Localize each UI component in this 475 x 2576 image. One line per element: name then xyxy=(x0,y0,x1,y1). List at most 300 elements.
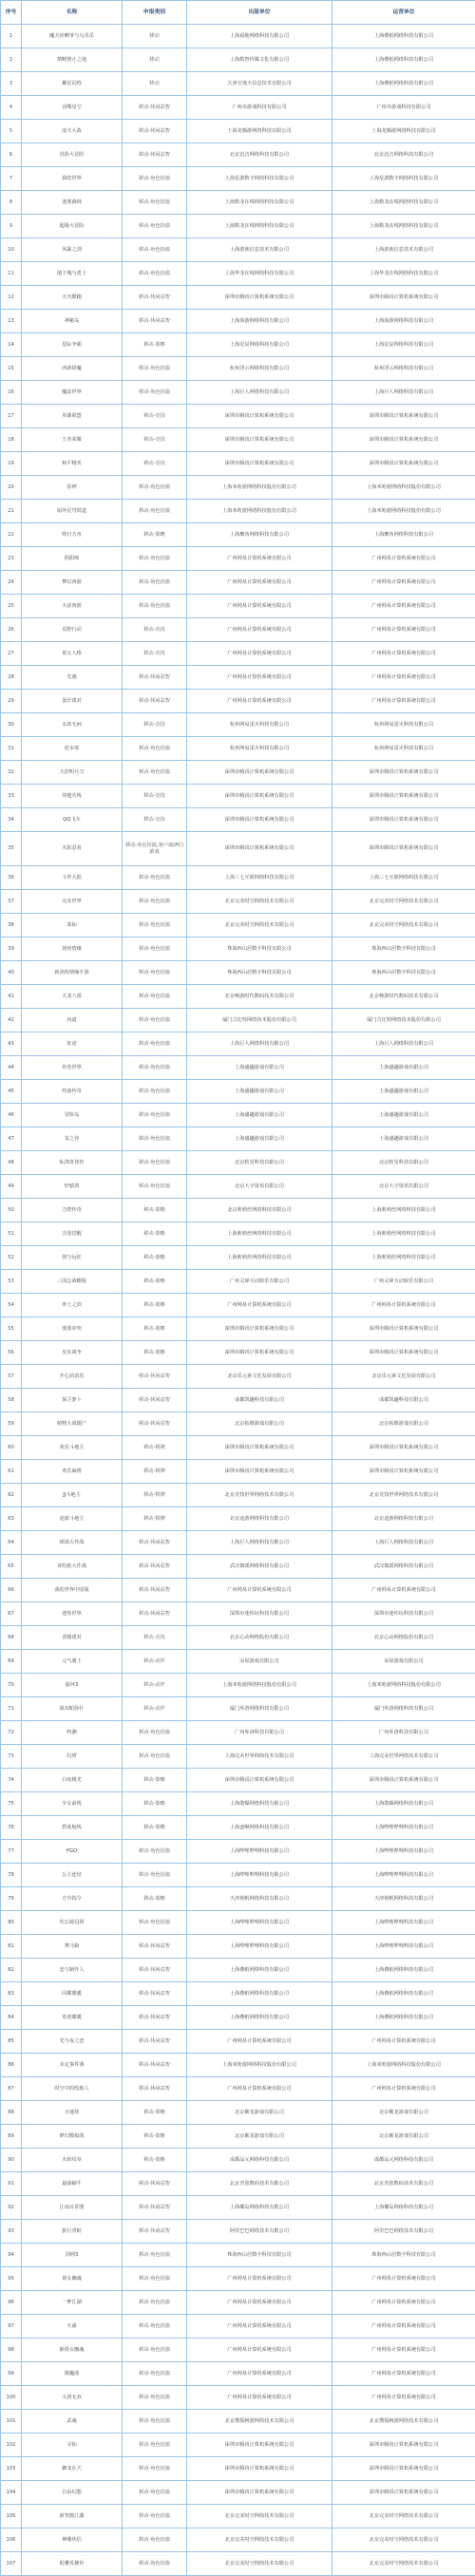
cell-name: 地下城与勇士 xyxy=(22,262,123,286)
table-row xyxy=(1,1840,475,1864)
cell-index: 41 xyxy=(1,985,22,1009)
cell-index: 76 xyxy=(1,1816,22,1840)
cell-name: 剑网3 xyxy=(22,2244,123,2267)
cell-operator: 广州网易计算机系统有限公司 xyxy=(332,2339,475,2362)
cell-name: 梦幻模拟战 xyxy=(22,2125,123,2149)
table-row xyxy=(1,690,475,713)
cell-publisher: 北京拓维游戏有限公司 xyxy=(187,1412,332,1436)
table-row xyxy=(1,2030,475,2054)
cell-index: 9 xyxy=(1,215,22,238)
cell-category: 移动-角色扮演 xyxy=(123,2529,187,2552)
cell-publisher: 北京完美时空网络技术有限公司 xyxy=(187,2552,332,2576)
table-row xyxy=(1,1864,475,1887)
cell-name: 诛仙 xyxy=(22,914,123,938)
cell-index: 63 xyxy=(1,1507,22,1531)
cell-publisher: 上海龙腾游网络科技有限公司 xyxy=(187,120,332,143)
cell-publisher: 上海数龙在线网络科技有限公司 xyxy=(187,215,332,238)
cell-name: 方舟指令 xyxy=(22,1887,123,1911)
table-row xyxy=(1,618,475,642)
table-row xyxy=(1,2529,475,2552)
cell-index: 47 xyxy=(1,1127,22,1151)
cell-index: 101 xyxy=(1,2410,22,2434)
cell-name: 完美世界 xyxy=(22,890,123,914)
cell-operator: 深圳市腾讯计算机系统有限公司 xyxy=(332,1460,475,1484)
cell-category: 移动-角色扮演 xyxy=(123,1745,187,1769)
cell-category: 移动-角色扮演 xyxy=(123,2339,187,2362)
cell-index: 15 xyxy=(1,357,22,381)
cell-category: 移动-角色扮演 xyxy=(123,2315,187,2339)
cell-name: 禁断禁止之地 xyxy=(22,48,123,72)
table-row xyxy=(1,1507,475,1531)
cell-name: 冒险大冒险 xyxy=(22,143,123,167)
cell-index: 23 xyxy=(1,547,22,571)
cell-name: 第五人格 xyxy=(22,642,123,666)
cell-publisher: 珠海西山居数字科技有限公司 xyxy=(187,938,332,961)
cell-operator: 深圳市腾讯计算机系统有限公司 xyxy=(332,832,475,866)
table-row xyxy=(1,1056,475,1080)
cell-name: 热血传奇 xyxy=(22,1080,123,1104)
table-row xyxy=(1,476,475,500)
cell-index: 18 xyxy=(1,428,22,452)
cell-publisher: 上海星辰网络科技有限公司 xyxy=(187,333,332,357)
cell-name: 火影忍者 xyxy=(22,832,123,866)
cell-publisher: 广州网易计算机系统有限公司 xyxy=(187,666,332,690)
table-row xyxy=(1,1602,475,1626)
cell-name: 江南百景图 xyxy=(22,2196,123,2220)
cell-index: 44 xyxy=(1,1056,22,1080)
header-index: 序号 xyxy=(1,1,22,25)
cell-name: 龙之谷 xyxy=(22,1127,123,1151)
cell-category: 移动-竞技 xyxy=(123,1626,187,1650)
table-row xyxy=(1,832,475,866)
cell-operator: 广州网易计算机系统有限公司 xyxy=(332,690,475,713)
cell-publisher: 北京畅游时代数码技术有限公司 xyxy=(187,985,332,1009)
cell-name: 幻塔 xyxy=(22,1745,123,1769)
table-row xyxy=(1,25,475,48)
cell-publisher: 深圳市腾讯计算机系统有限公司 xyxy=(187,1769,332,1792)
table-body xyxy=(1,25,475,2576)
cell-publisher: 成都凯趣科技有限公司 xyxy=(187,1389,332,1412)
cell-index: 24 xyxy=(1,571,22,595)
cell-publisher: 广州网易计算机系统有限公司 xyxy=(187,1294,332,1317)
cell-name: 风暴之剑 xyxy=(22,238,123,262)
table-row xyxy=(1,1721,475,1745)
cell-name: 明日方舟 xyxy=(22,523,123,547)
cell-operator: 深圳市腾讯计算机系统有限公司 xyxy=(332,1341,475,1365)
cell-index: 56 xyxy=(1,1341,22,1365)
cell-operator: 深圳市腾讯计算机系统有限公司 xyxy=(332,2481,475,2505)
table-row xyxy=(1,2505,475,2529)
table-row xyxy=(1,761,475,785)
cell-category: 移动-角色扮演 xyxy=(123,2457,187,2481)
cell-index: 38 xyxy=(1,914,22,938)
cell-index: 35 xyxy=(1,832,22,866)
cell-name: 奇迹暖暖 xyxy=(22,2006,123,2030)
cell-name: 白夜极光 xyxy=(22,1769,123,1792)
table-row xyxy=(1,666,475,690)
cell-name: 星际争霸 xyxy=(22,333,123,357)
table-row xyxy=(1,547,475,571)
cell-index: 13 xyxy=(1,310,22,333)
cell-index: 68 xyxy=(1,1626,22,1650)
cell-operator: 上海三七互娱网络科技有限公司 xyxy=(332,866,475,890)
cell-index: 4 xyxy=(1,96,22,120)
cell-category: 移动-策略 xyxy=(123,2125,187,2149)
cell-publisher: 上海盛趣游戏有限公司 xyxy=(187,1056,332,1080)
cell-index: 46 xyxy=(1,1104,22,1127)
cell-operator: 深圳市腾讯计算机系统有限公司 xyxy=(332,405,475,428)
table-row xyxy=(1,310,475,333)
cell-name: 少女前线 xyxy=(22,1792,123,1816)
cell-operator: 上海叠纸网络科技有限公司 xyxy=(332,1982,475,2006)
cell-index: 69 xyxy=(1,1650,22,1674)
table-row xyxy=(1,2362,475,2386)
cell-operator: 广州网易计算机系统有限公司 xyxy=(332,595,475,618)
cell-publisher: 北京心动网络股份有限公司 xyxy=(187,1626,332,1650)
cell-operator: 上海哔哩哔哩科技有限公司 xyxy=(332,1864,475,1887)
cell-category: 移动-角色扮演 xyxy=(123,737,187,761)
cell-operator: 深圳市腾讯计算机系统有限公司 xyxy=(332,785,475,808)
cell-category: 移动-休闲益智 xyxy=(123,120,187,143)
table-row xyxy=(1,1389,475,1412)
cell-name: 最强蜗牛 xyxy=(22,2172,123,2196)
cell-index: 11 xyxy=(1,262,22,286)
cell-publisher: 广州灵犀互动娱乐有限公司 xyxy=(187,1270,332,1294)
cell-name: 光遇 xyxy=(22,666,123,690)
cell-operator: 杭州浮云网络科技有限公司 xyxy=(332,357,475,381)
cell-operator: 深圳市腾讯计算机系统有限公司 xyxy=(332,761,475,785)
cell-publisher: 天津宣逸天信息技术有限公司 xyxy=(187,72,332,96)
cell-operator: 珠海西山居数字科技有限公司 xyxy=(332,938,475,961)
cell-operator: 广州网易计算机系统有限公司 xyxy=(332,2267,475,2291)
cell-publisher: 上海数智传媒文化有限公司 xyxy=(187,48,332,72)
cell-name: 梦幻西游 xyxy=(22,571,123,595)
cell-publisher: 上海游族信息技术有限公司 xyxy=(187,238,332,262)
table-row xyxy=(1,1460,475,1484)
cell-publisher: 深圳市迷你玩科技有限公司 xyxy=(187,1602,332,1626)
table-row xyxy=(1,1365,475,1389)
cell-category: 移动-角色扮演 xyxy=(123,961,187,985)
cell-operator: 上海巨人网络科技有限公司 xyxy=(332,1032,475,1056)
cell-publisher: 北京完美时空网络技术有限公司 xyxy=(187,2529,332,2552)
cell-index: 81 xyxy=(1,1935,22,1959)
cell-publisher: 上海数龙在线网络科技有限公司 xyxy=(187,191,332,215)
cell-category: 移动-棋牌 xyxy=(123,1436,187,1460)
cell-operator: 上海星游数字网络科技有限公司 xyxy=(332,167,475,191)
cell-category: 移动-休闲益智 xyxy=(123,690,187,713)
cell-category: 移动-动作 xyxy=(123,1697,187,1721)
cell-index: 80 xyxy=(1,1911,22,1935)
cell-name: 镇魔曲 xyxy=(22,2362,123,2386)
cell-index: 2 xyxy=(1,48,22,72)
cell-publisher: 北京竞技世界网络技术有限公司 xyxy=(187,1484,332,1507)
cell-index: 106 xyxy=(1,2529,22,2552)
cell-operator: 阿里巴巴网络技术有限公司 xyxy=(332,2220,475,2244)
cell-index: 42 xyxy=(1,1009,22,1032)
table-row xyxy=(1,2267,475,2291)
table-row xyxy=(1,1674,475,1697)
cell-publisher: 上海完美世界网络技术有限公司 xyxy=(187,1745,332,1769)
cell-publisher: 北京完美时空网络技术有限公司 xyxy=(187,890,332,914)
cell-publisher: 上海海游网络科技有限公司 xyxy=(187,310,332,333)
cell-category: 移动-策略 xyxy=(123,1270,187,1294)
cell-category: 移动-角色扮演 xyxy=(123,2481,187,2505)
cell-index: 107 xyxy=(1,2552,22,2576)
table-row xyxy=(1,1032,475,1056)
table-row xyxy=(1,286,475,310)
table-row xyxy=(1,2410,475,2434)
cell-publisher: 广州网易计算机系统有限公司 xyxy=(187,618,332,642)
cell-index: 72 xyxy=(1,1721,22,1745)
cell-publisher: 广州网易计算机系统有限公司 xyxy=(187,547,332,571)
cell-name: 冒险岛 xyxy=(22,1104,123,1127)
table-row xyxy=(1,2386,475,2410)
cell-publisher: 杭州网易雷火科技有限公司 xyxy=(187,713,332,737)
cell-name: 球球大作战 xyxy=(22,1531,123,1555)
cell-category: 移动-角色扮演 xyxy=(123,2434,187,2457)
cell-name: 贪吃蛇大作战 xyxy=(22,1555,123,1579)
cell-category: 移动-竞技 xyxy=(123,808,187,832)
cell-operator: 广州网易计算机系统有限公司 xyxy=(332,2386,475,2410)
table-row xyxy=(1,1650,475,1674)
cell-operator: 北京紫龙游戏有限公司 xyxy=(332,2101,475,2125)
cell-category: 移动-角色扮演 xyxy=(123,2267,187,2291)
table-row xyxy=(1,2457,475,2481)
cell-category: 移动-角色扮演 xyxy=(123,476,187,500)
cell-operator: 上海数龙在线网络科技有限公司 xyxy=(332,191,475,215)
cell-category: 移动-角色扮演 xyxy=(123,761,187,785)
cell-operator: 深圳市腾讯计算机系统有限公司 xyxy=(332,1436,475,1460)
table-row xyxy=(1,785,475,808)
cell-category: 移动-角色扮演 xyxy=(123,1032,187,1056)
cell-category: 移动-角色扮演 xyxy=(123,571,187,595)
cell-name: 崩坏3 xyxy=(22,1674,123,1697)
cell-index: 94 xyxy=(1,2244,22,2267)
table-row xyxy=(1,1887,475,1911)
cell-index: 16 xyxy=(1,381,22,405)
table-row xyxy=(1,1294,475,1317)
cell-category: 移动-角色扮演,客户端(PC)游戏 xyxy=(123,832,187,866)
cell-name: 射雕英雄传 xyxy=(22,2552,123,2576)
cell-publisher: 北京紫龙游戏有限公司 xyxy=(187,2101,332,2125)
table-row xyxy=(1,1222,475,1246)
table-row xyxy=(1,215,475,238)
cell-operator: 深圳市腾讯计算机系统有限公司 xyxy=(332,2434,475,2457)
cell-category: 移动-策略 xyxy=(123,1816,187,1840)
cell-operator: 深圳市腾讯计算机系统有限公司 xyxy=(332,452,475,476)
cell-category: 移动-策略 xyxy=(123,2101,187,2125)
table-row xyxy=(1,2125,475,2149)
cell-name: 原神 xyxy=(22,476,123,500)
cell-name: 我的世界 xyxy=(22,167,123,191)
cell-operator: 上海米哈游网络科技股份有限公司 xyxy=(332,2054,475,2077)
cell-index: 98 xyxy=(1,2339,22,2362)
cell-publisher: 深圳市腾讯计算机系统有限公司 xyxy=(187,2457,332,2481)
cell-category: 移动-棋牌 xyxy=(123,1507,187,1531)
table-row xyxy=(1,1412,475,1436)
cell-name: 大唐无双 xyxy=(22,2386,123,2410)
cell-name: 武魂 xyxy=(22,2410,123,2434)
cell-publisher: 上海星游数字网络科技有限公司 xyxy=(187,167,332,191)
cell-publisher: 上海晨地网络科技有限公司 xyxy=(187,25,332,48)
cell-publisher: 深圳市腾讯计算机系统有限公司 xyxy=(187,1460,332,1484)
cell-category: 移动-休闲益智 xyxy=(123,1555,187,1579)
cell-category: 移动-休闲益智 xyxy=(123,143,187,167)
table-row xyxy=(1,1959,475,1982)
cell-index: 17 xyxy=(1,405,22,428)
cell-category: 移动-动作 xyxy=(123,1650,187,1674)
cell-index: 105 xyxy=(1,2505,22,2529)
cell-publisher: 上海叠纸网络科技有限公司 xyxy=(187,1982,332,2006)
cell-operator: 上海盛趣游戏有限公司 xyxy=(332,1056,475,1080)
cell-index: 88 xyxy=(1,2101,22,2125)
cell-category: 移动-策略 xyxy=(123,1294,187,1317)
cell-index: 53 xyxy=(1,1270,22,1294)
cell-operator: 珠海西山居数字科技有限公司 xyxy=(332,961,475,985)
cell-name: 天谕 xyxy=(22,2315,123,2339)
table-row xyxy=(1,2101,475,2125)
cell-category: 移动-休闲益智 xyxy=(123,2006,187,2030)
cell-operator: 深圳市腾讯计算机系统有限公司 xyxy=(332,1769,475,1792)
cell-publisher: 广州网易计算机系统有限公司 xyxy=(187,2339,332,2362)
cell-operator: 北京大宇资讯有限公司 xyxy=(332,1175,475,1199)
cell-name: 阴阳师 xyxy=(22,547,123,571)
cell-operator: 广州灵犀互动娱乐有限公司 xyxy=(332,1270,475,1294)
cell-operator: 广州网易计算机系统有限公司 xyxy=(332,2291,475,2315)
cell-index: 77 xyxy=(1,1840,22,1864)
table-row xyxy=(1,2481,475,2505)
cell-index: 93 xyxy=(1,2220,22,2244)
cell-publisher: 上海叠纸网络科技有限公司 xyxy=(187,1959,332,1982)
table-row xyxy=(1,1579,475,1602)
cell-category: 移动-竞技 xyxy=(123,785,187,808)
cell-index: 58 xyxy=(1,1389,22,1412)
table-row xyxy=(1,1982,475,2006)
cell-name: 未定事件簿 xyxy=(22,2054,123,2077)
cell-operator: 深圳市腾讯计算机系统有限公司 xyxy=(332,286,475,310)
cell-name: 开心消消乐 xyxy=(22,1365,123,1389)
cell-index: 86 xyxy=(1,2054,22,2077)
cell-publisher: 广州市游戏科技有限公司 xyxy=(187,96,332,120)
cell-index: 62 xyxy=(1,1484,22,1507)
cell-publisher: 广州网易计算机系统有限公司 xyxy=(187,2030,332,2054)
cell-operator: 广州库洛科技有限公司 xyxy=(332,1721,475,1745)
cell-index: 49 xyxy=(1,1175,22,1199)
cell-index: 37 xyxy=(1,890,22,914)
cell-operator: 上海华龙在线网络科技有限公司 xyxy=(332,262,475,286)
cell-name: 崩坏星穹铁道 xyxy=(22,500,123,523)
cell-publisher: 珠海西山居数字科技有限公司 xyxy=(187,2244,332,2267)
cell-publisher: 深圳市腾讯计算机系统有限公司 xyxy=(187,428,332,452)
cell-index: 3 xyxy=(1,72,22,96)
cell-operator: 广州网易计算机系统有限公司 xyxy=(332,2315,475,2339)
cell-name: 旅行青蛙 xyxy=(22,2220,123,2244)
cell-name: 皇室战争 xyxy=(22,1341,123,1365)
header-publisher: 出版单位 xyxy=(187,1,332,25)
cell-operator: 上海鹰角网络科技有限公司 xyxy=(332,523,475,547)
cell-category: 移动-竞技 xyxy=(123,642,187,666)
table-row xyxy=(1,1626,475,1650)
cell-category: 移动-角色扮演 xyxy=(123,238,187,262)
cell-publisher: 厦门库洛网络科技有限公司 xyxy=(187,1697,332,1721)
cell-category: 移动-策略 xyxy=(123,1769,187,1792)
cell-category: 移动-角色扮演 xyxy=(123,215,187,238)
cell-operator: 杭州网易雷火科技有限公司 xyxy=(332,713,475,737)
cell-name: 鸣潮 xyxy=(22,1721,123,1745)
cell-index: 6 xyxy=(1,143,22,167)
cell-publisher: 北京莉莉丝网络科技有限公司 xyxy=(187,1199,332,1222)
cell-operator: 上海米哈游网络科技股份有限公司 xyxy=(332,1674,475,1697)
cell-publisher: 广州网易计算机系统有限公司 xyxy=(187,595,332,618)
cell-name: 战双帕弥什 xyxy=(22,1697,123,1721)
cell-publisher: 北京大宇资讯有限公司 xyxy=(187,1175,332,1199)
cell-publisher: 深圳市腾讯计算机系统有限公司 xyxy=(187,808,332,832)
cell-operator: 杭州网易雷火科技有限公司 xyxy=(332,737,475,761)
cell-index: 67 xyxy=(1,1602,22,1626)
table-row xyxy=(1,2244,475,2267)
table-row xyxy=(1,1341,475,1365)
table-header xyxy=(1,1,475,25)
cell-name: 公主连结 xyxy=(22,1864,123,1887)
cell-index: 73 xyxy=(1,1745,22,1769)
table-row xyxy=(1,2077,475,2101)
cell-category: 移动-休闲益智 xyxy=(123,2030,187,2054)
table-row xyxy=(1,48,475,72)
cell-operator: 天津视帆网络科技有限公司 xyxy=(332,1887,475,1911)
table-row xyxy=(1,72,475,96)
cell-publisher: 上海蛮啾网络科技有限公司 xyxy=(187,1816,332,1840)
cell-operator: 成都品元网络科技有限公司 xyxy=(332,2149,475,2172)
cell-index: 22 xyxy=(1,523,22,547)
table-row xyxy=(1,866,475,890)
cell-category: 移动-休闲益智 xyxy=(123,2220,187,2244)
cell-name: 恋与制作人 xyxy=(22,1959,123,1982)
cell-index: 43 xyxy=(1,1032,22,1056)
cell-index: 70 xyxy=(1,1674,22,1697)
table-row xyxy=(1,1104,475,1127)
cell-index: 97 xyxy=(1,2315,22,2339)
cell-operator: 上海叠纸网络科技有限公司 xyxy=(332,2006,475,2030)
cell-category: 移动-竞技 xyxy=(123,618,187,642)
cell-operator: 北京紫龙游戏有限公司 xyxy=(332,2125,475,2149)
cell-category: 移动-角色扮演 xyxy=(123,1721,187,1745)
cell-publisher: 上海巨人网络科技有限公司 xyxy=(187,1032,332,1056)
cell-operator: 上海莉莉丝网络科技有限公司 xyxy=(332,1199,475,1222)
cell-category: 移动-策略 xyxy=(123,1222,187,1246)
cell-category: 移动-角色扮演 xyxy=(123,191,187,215)
cell-publisher: 深圳市腾讯计算机系统有限公司 xyxy=(187,832,332,866)
cell-name: 凌犬大战 xyxy=(22,120,123,143)
table-row xyxy=(1,381,475,405)
cell-category: 移动-棋牌 xyxy=(123,1460,187,1484)
cell-index: 79 xyxy=(1,1887,22,1911)
cell-category: 移动-策略 xyxy=(123,1199,187,1222)
cell-operator: 上海哔哩哔哩科技有限公司 xyxy=(332,1911,475,1935)
cell-name: 寻仙 xyxy=(22,2434,123,2457)
cell-publisher: 深圳市腾讯计算机系统有限公司 xyxy=(187,452,332,476)
cell-name: 和平精英 xyxy=(22,452,123,476)
cell-category: 移动-休闲益智 xyxy=(123,310,187,333)
table-row xyxy=(1,808,475,832)
cell-operator: 广州网易计算机系统有限公司 xyxy=(332,2077,475,2101)
cell-category: 移动-休闲益智 xyxy=(123,1579,187,1602)
cell-name: 赛马娘 xyxy=(22,1935,123,1959)
cell-category: 移动-策略 xyxy=(123,1317,187,1341)
cell-index: 33 xyxy=(1,785,22,808)
cell-operator: 上海叠纸网络科技有限公司 xyxy=(332,72,475,96)
cell-name: 一梦江湖 xyxy=(22,2291,123,2315)
table-row xyxy=(1,890,475,914)
